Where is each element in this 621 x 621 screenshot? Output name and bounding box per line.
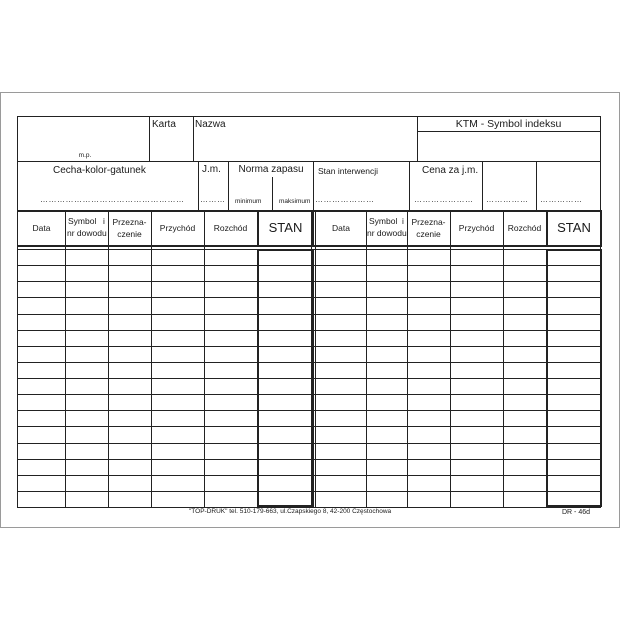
table-row-line <box>18 443 600 444</box>
jm-label: J.m. <box>202 164 221 175</box>
left-col-header-przezna-1: Przezna- <box>112 217 147 227</box>
norma-label: Norma zapasu <box>238 164 304 175</box>
left-col-header-przezna-2: czenie <box>117 229 142 239</box>
printer-info: "TOP-DRUK" tel. 510-179-663, ul.Czapskiego 8, 42-200 Częstochowa <box>189 508 392 515</box>
left-col-header-stan: STAN <box>268 220 303 235</box>
header-divider-cena <box>409 161 410 210</box>
table-row-line <box>18 426 600 427</box>
right-col-line-3 <box>450 210 451 507</box>
header-divider-cena2 <box>482 161 483 210</box>
cecha-dots: …………………………………………… <box>40 196 185 204</box>
cena-dots-1: ………………… <box>414 196 474 204</box>
cena-dots-2: …………… <box>486 196 529 204</box>
right-col-header-symbol-mark: i <box>402 216 404 226</box>
header-row1-bottom-line <box>18 161 600 162</box>
cena-label: Cena za j.m. <box>422 165 479 176</box>
table-row-line <box>18 297 600 298</box>
right-col-header-przezna-2: czenie <box>416 229 441 239</box>
left-col-line-3 <box>151 210 152 507</box>
table-row-line <box>18 394 600 395</box>
right-col-header-rozchod: Rozchód <box>507 223 542 233</box>
minimum-label: minimum <box>235 198 262 205</box>
right-col-header-przychod: Przychód <box>458 223 495 233</box>
right-col-header-symbol-1: Symbol <box>369 216 398 226</box>
table-row-line <box>18 491 600 492</box>
table-row-line <box>18 410 600 411</box>
left-col-header-symbol-1: Symbol <box>68 216 97 226</box>
right-col-header-stan: STAN <box>557 220 591 235</box>
right-col-header-przezna-1: Przezna- <box>411 217 446 227</box>
table-row-line <box>18 459 600 460</box>
table-row-line <box>18 265 600 266</box>
table-row-line <box>18 346 600 347</box>
header-divider-stan-interwencji <box>313 161 314 210</box>
cecha-label: Cecha-kolor-gatunek <box>53 165 146 176</box>
right-col-line-4 <box>503 210 504 507</box>
stan-interwencji-label: Stan interwencji <box>318 166 379 176</box>
mp-label: m.p. <box>78 152 92 159</box>
left-col-header-data: Data <box>32 223 51 233</box>
ktm-field[interactable] <box>418 132 600 160</box>
left-col-header-przychod: Przychód <box>159 223 196 233</box>
nazwa-label: Nazwa <box>195 119 226 130</box>
table-row-line <box>18 314 600 315</box>
left-col-line-4 <box>204 210 205 507</box>
header-divider-jm <box>198 161 199 210</box>
form-code: DR - 46d <box>562 509 591 516</box>
header-divider-cena3 <box>536 161 537 210</box>
left-col-header-symbol-2: nr dowodu <box>67 228 107 238</box>
header-divider-norma <box>228 161 229 210</box>
middle-separator-b <box>315 210 316 507</box>
karta-field[interactable] <box>150 131 192 160</box>
table-row-line <box>18 475 600 476</box>
ktm-label: KTM - Symbol indeksu <box>455 118 562 130</box>
table-row-line <box>18 378 600 379</box>
nazwa-field[interactable] <box>194 131 416 160</box>
right-col-header-symbol-2: nr dowodu <box>367 228 407 238</box>
table-row-line <box>18 362 600 363</box>
right-col-line-2 <box>407 210 408 507</box>
jm-dots: ……… <box>200 196 226 204</box>
table-row-line <box>18 281 600 282</box>
karta-label: Karta <box>152 119 176 130</box>
header-divider-min-max <box>272 177 273 210</box>
left-col-header-rozchod: Rozchód <box>213 223 248 233</box>
stan-interwencji-dots: ………………… <box>315 196 375 204</box>
table-row-line <box>18 330 600 331</box>
maksimum-label: maksimum <box>279 198 311 205</box>
left-col-line-1 <box>65 210 66 507</box>
right-col-header-data: Data <box>332 223 350 233</box>
left-col-line-2 <box>108 210 109 507</box>
cena-dots-3: …………… <box>540 196 583 204</box>
left-col-header-symbol-mark: i <box>103 216 105 226</box>
right-col-line-1 <box>366 210 367 507</box>
inventory-card-form <box>17 116 601 508</box>
